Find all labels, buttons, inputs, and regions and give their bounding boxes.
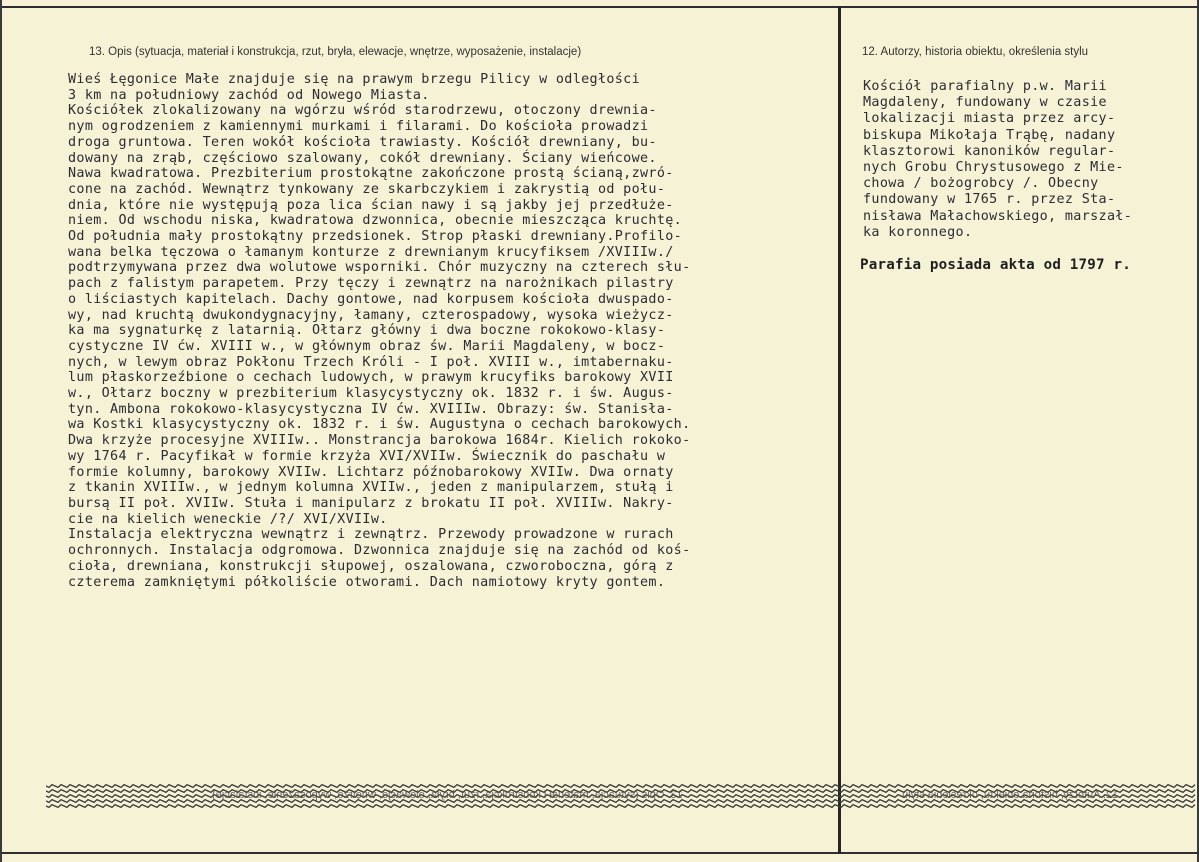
show-through-mirrored-header-left: 13. Opis (sytuacja, materiał i konstrukcja, rzut, bryła, elewacje, wnętrze, wyposażenie, instalacje) — [212, 789, 683, 801]
description-line: tyn. Ambona rokokowo-klasycystyczna IV ćw. XVIIIw. Obrazy: św. Stanisła- — [68, 401, 674, 417]
description-line: 3 km na południowy zachód od Nowego Miasta. — [68, 87, 430, 103]
wave-line — [46, 805, 1195, 808]
description-line: cone na zachód. Wewnątrz tynkowany ze skarbczykiem i zakrystią od połu- — [68, 181, 666, 197]
description-line: cie na kielich weneckie /?/ XVI/XVIIw. — [68, 511, 388, 527]
description-body-text — [68, 72, 690, 590]
description-line: Dwa krzyże procesyjne XVIIIw.. Monstrancja barokowa 1684r. Kielich rokoko- — [68, 433, 691, 449]
history-line: klasztorowi kanoników regular- — [863, 143, 1116, 159]
history-line: nisława Małachowskiego, marszał- — [863, 208, 1133, 224]
description-line: cioła, drewniana, konstrukcji słupowej, oszalowana, czworoboczna, górą z — [68, 558, 674, 574]
description-line: niem. Od wschodu niska, kwadratowa dzwonnica, obecnie mieszcząca kruchtę. — [68, 213, 683, 229]
description-line: w., Ołtarz boczny w prezbiterium klasycystyczny ok. 1832 r. i św. Augus- — [68, 386, 674, 402]
description-line: dowany na zrąb, częściowo szalowany, cokół drewniany. Ściany wieńcowe. — [68, 150, 657, 166]
description-line: droga gruntowa. Teren wokół kościoła trawiasty. Kościół drewniany, bu- — [68, 134, 657, 150]
top-rule — [2, 6, 1199, 8]
description-line: z tkanin XVIIIw., w jednym kolumna XVIIw., jeden z manipularzem, stułą i — [68, 480, 674, 496]
history-line: Magdaleny, fundowany w czasie — [863, 95, 1107, 111]
description-line: ka ma sygnaturkę z latarnią. Ołtarz główny i dwa boczne rokokowo-klasy- — [68, 323, 666, 339]
history-line: chowa / bożogrobcy /. Obecny — [863, 176, 1099, 192]
description-line: Nawa kwadratowa. Prezbiterium prostokątne zakończone prostą ścianą,zwró- — [68, 166, 674, 182]
column-divider — [838, 6, 841, 854]
description-line: podtrzymywana przez dwa wolutowe wsporniki. Chór muzyczny na czterech słu- — [68, 260, 691, 276]
history-line: lokalizacji miasta przez arcy- — [863, 111, 1116, 127]
description-line: cystyczne IV ćw. XVIII w., w głównym obraz św. Marii Magdaleny, w bocz- — [68, 338, 666, 354]
description-line: pach z falistym parapetem. Przy tęczy i zewnątrz na narożnikach pilastry — [68, 276, 674, 292]
description-section-header: 13. Opis (sytuacja, materiał i konstrukcja, rzut, bryła, elewacje, wnętrze, wyposażenie, instalacje) — [89, 46, 582, 58]
history-line: Kościół parafialny p.w. Marii — [863, 79, 1107, 94]
history-section-header: 12. Autorzy, historia obiektu, określenia stylu — [862, 46, 1089, 58]
description-line: nym ogrodzeniem z kamiennymi murkami i filarami. Do kościoła prowadzi — [68, 119, 649, 135]
description-line: Kościółek zlokalizowany na wgórzu wśród starodrzewu, otoczony drewnia- — [68, 103, 657, 119]
description-line: Wieś Łęgonice Małe znajduje się na prawym brzegu Pilicy w odległości — [68, 72, 641, 87]
show-through-mirrored-header-right: 12. Autorzy, historia obiektu, określenia stylu — [902, 789, 1119, 801]
description-line: formie kolumny, barokowy XVIIw. Lichtarz późnobarokowy XVIIw. Dwa ornaty — [68, 464, 674, 480]
history-body-text — [863, 79, 1132, 241]
description-line: nych, w lewym obraz Pokłonu Trzech Króli - I poł. XVIII w., imtabernaku- — [68, 354, 674, 370]
description-line: Od południa mały prostokątny przedsionek. Strop płaski drewniany.Profilo- — [68, 229, 683, 245]
description-line: wana belka tęczowa o łamanym konturze z drewnianym krucyfiksem /XVIIIw./ — [68, 244, 674, 260]
description-line: wy, nad kruchtą dwukondygnacyjny, łamany, czterospadowy, wysoka wieżycz- — [68, 307, 674, 323]
description-line: Instalacja elektryczna wewnątrz i zewnątrz. Przewody prowadzone w rurach — [68, 527, 674, 543]
parish-records-note: Parafia posiada akta od 1797 r. — [860, 257, 1131, 273]
description-line: dnia, które nie występują poza lica ścian nawy i są jakby jej przedłuże- — [68, 197, 674, 213]
description-line: wa Kostki klasycystyczny ok. 1832 r. i św. Augustyna o cechach barokowych. — [68, 417, 691, 433]
description-line: o liściastych kapitelach. Dachy gontowe, nad korpusem kościoła dwuspado- — [68, 291, 674, 307]
history-line: fundowany w 1765 r. przez Sta- — [863, 192, 1116, 208]
history-line: biskupa Mikołaja Trąbę, nadany — [863, 127, 1116, 143]
history-line: ka koronnego. — [863, 224, 973, 240]
description-line: ochronnych. Instalacja odgromowa. Dzwonnica znajduje się na zachód od koś- — [68, 543, 691, 559]
description-line: czterema zamkniętymi półkoliście otworami. Dach namiotowy kryty gontem. — [68, 574, 666, 590]
wave-line — [46, 785, 1195, 788]
description-line: lum płaskorzeźbione o cechach ludowych, w prawym krucyfiks barokowy XVII — [68, 370, 674, 386]
description-line: bursą II poł. XVIIw. Stuła i manipularz z brokatu II poł. XVIIIw. Nakry- — [68, 495, 674, 511]
bottom-rule — [2, 852, 1199, 854]
history-line: nych Grobu Chrystusowego z Mie- — [863, 160, 1124, 176]
description-line: wy 1764 r. Pacyfikał w formie krzyża XVI/XVIIw. Świecznik do paschału w — [68, 448, 666, 464]
